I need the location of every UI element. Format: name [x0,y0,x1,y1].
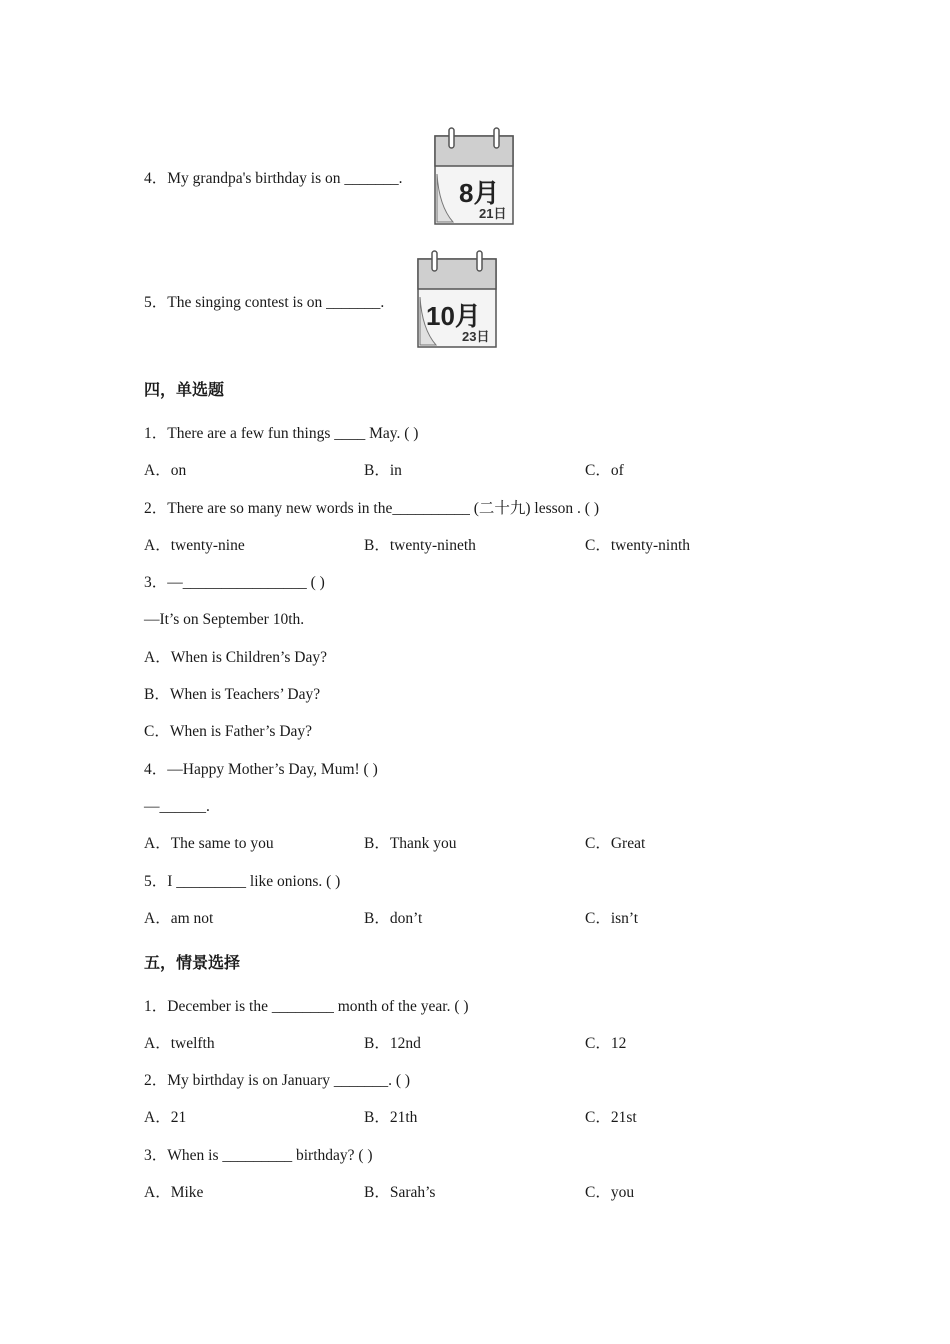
option-c[interactable]: C．of [585,462,624,479]
option-b[interactable]: B．Thank you [364,835,457,852]
question-text: 4．My grandpa's birthday is on _______. [144,170,403,187]
option-b[interactable]: B．in [364,462,402,479]
calendar-image [416,249,500,349]
question-text: 3．—________________ ( ) [144,574,325,591]
option-c[interactable]: C．you [585,1184,635,1201]
option-c[interactable]: C．Great [585,835,646,852]
calendar-day: 23日 [462,329,490,344]
option-c[interactable]: C．isn’t [585,910,639,927]
option-a[interactable]: A．The same to you [144,835,274,852]
section-heading: 四，单选题 [144,382,225,399]
option-c[interactable]: C．21st [585,1109,637,1126]
option-a[interactable]: A．Mike [144,1184,204,1201]
option-b[interactable]: B．twenty-nineth [364,537,476,554]
option-b[interactable]: B．21th [364,1109,418,1126]
question-text: 2．There are so many new words in the__________ (二十九) lesson . ( ) [144,500,600,517]
section-heading: 五，情景选择 [144,955,241,972]
option-b[interactable]: B．When is Teachers’ Day? [144,686,321,703]
question-text: 4．—Happy Mother’s Day, Mum! ( ) [144,761,378,778]
option-a[interactable]: A．on [144,462,187,479]
option-a[interactable]: A．am not [144,910,214,927]
dialogue-reply: —It’s on September 10th. [144,611,305,628]
option-b[interactable]: B．don’t [364,910,423,927]
option-a[interactable]: A．21 [144,1109,187,1126]
question-text: 1．There are a few fun things ____ May. ( ) [144,425,419,442]
option-a[interactable]: A．twelfth [144,1035,215,1052]
question-text: 3．When is _________ birthday? ( ) [144,1147,373,1164]
dialogue-reply: —______. [144,798,210,815]
option-a[interactable]: A．When is Children’s Day? [144,649,327,666]
option-a[interactable]: A．twenty-nine [144,537,245,554]
question-text: 5．The singing contest is on _______. [144,294,385,311]
calendar-month: 10月 [426,301,481,331]
question-text: 1．December is the ________ month of the year. ( ) [144,998,469,1015]
calendar-image [433,126,517,226]
option-b[interactable]: B．Sarah’s [364,1184,436,1201]
question-text: 5．I _________ like onions. ( ) [144,873,341,890]
option-b[interactable]: B．12nd [364,1035,421,1052]
option-c[interactable]: C．twenty-ninth [585,537,691,554]
calendar-day: 21日 [479,206,507,221]
calendar-month: 8月 [459,178,500,208]
question-text: 2．My birthday is on January _______. ( ) [144,1072,411,1089]
option-c[interactable]: C．12 [585,1035,627,1052]
option-c[interactable]: C．When is Father’s Day? [144,723,313,740]
